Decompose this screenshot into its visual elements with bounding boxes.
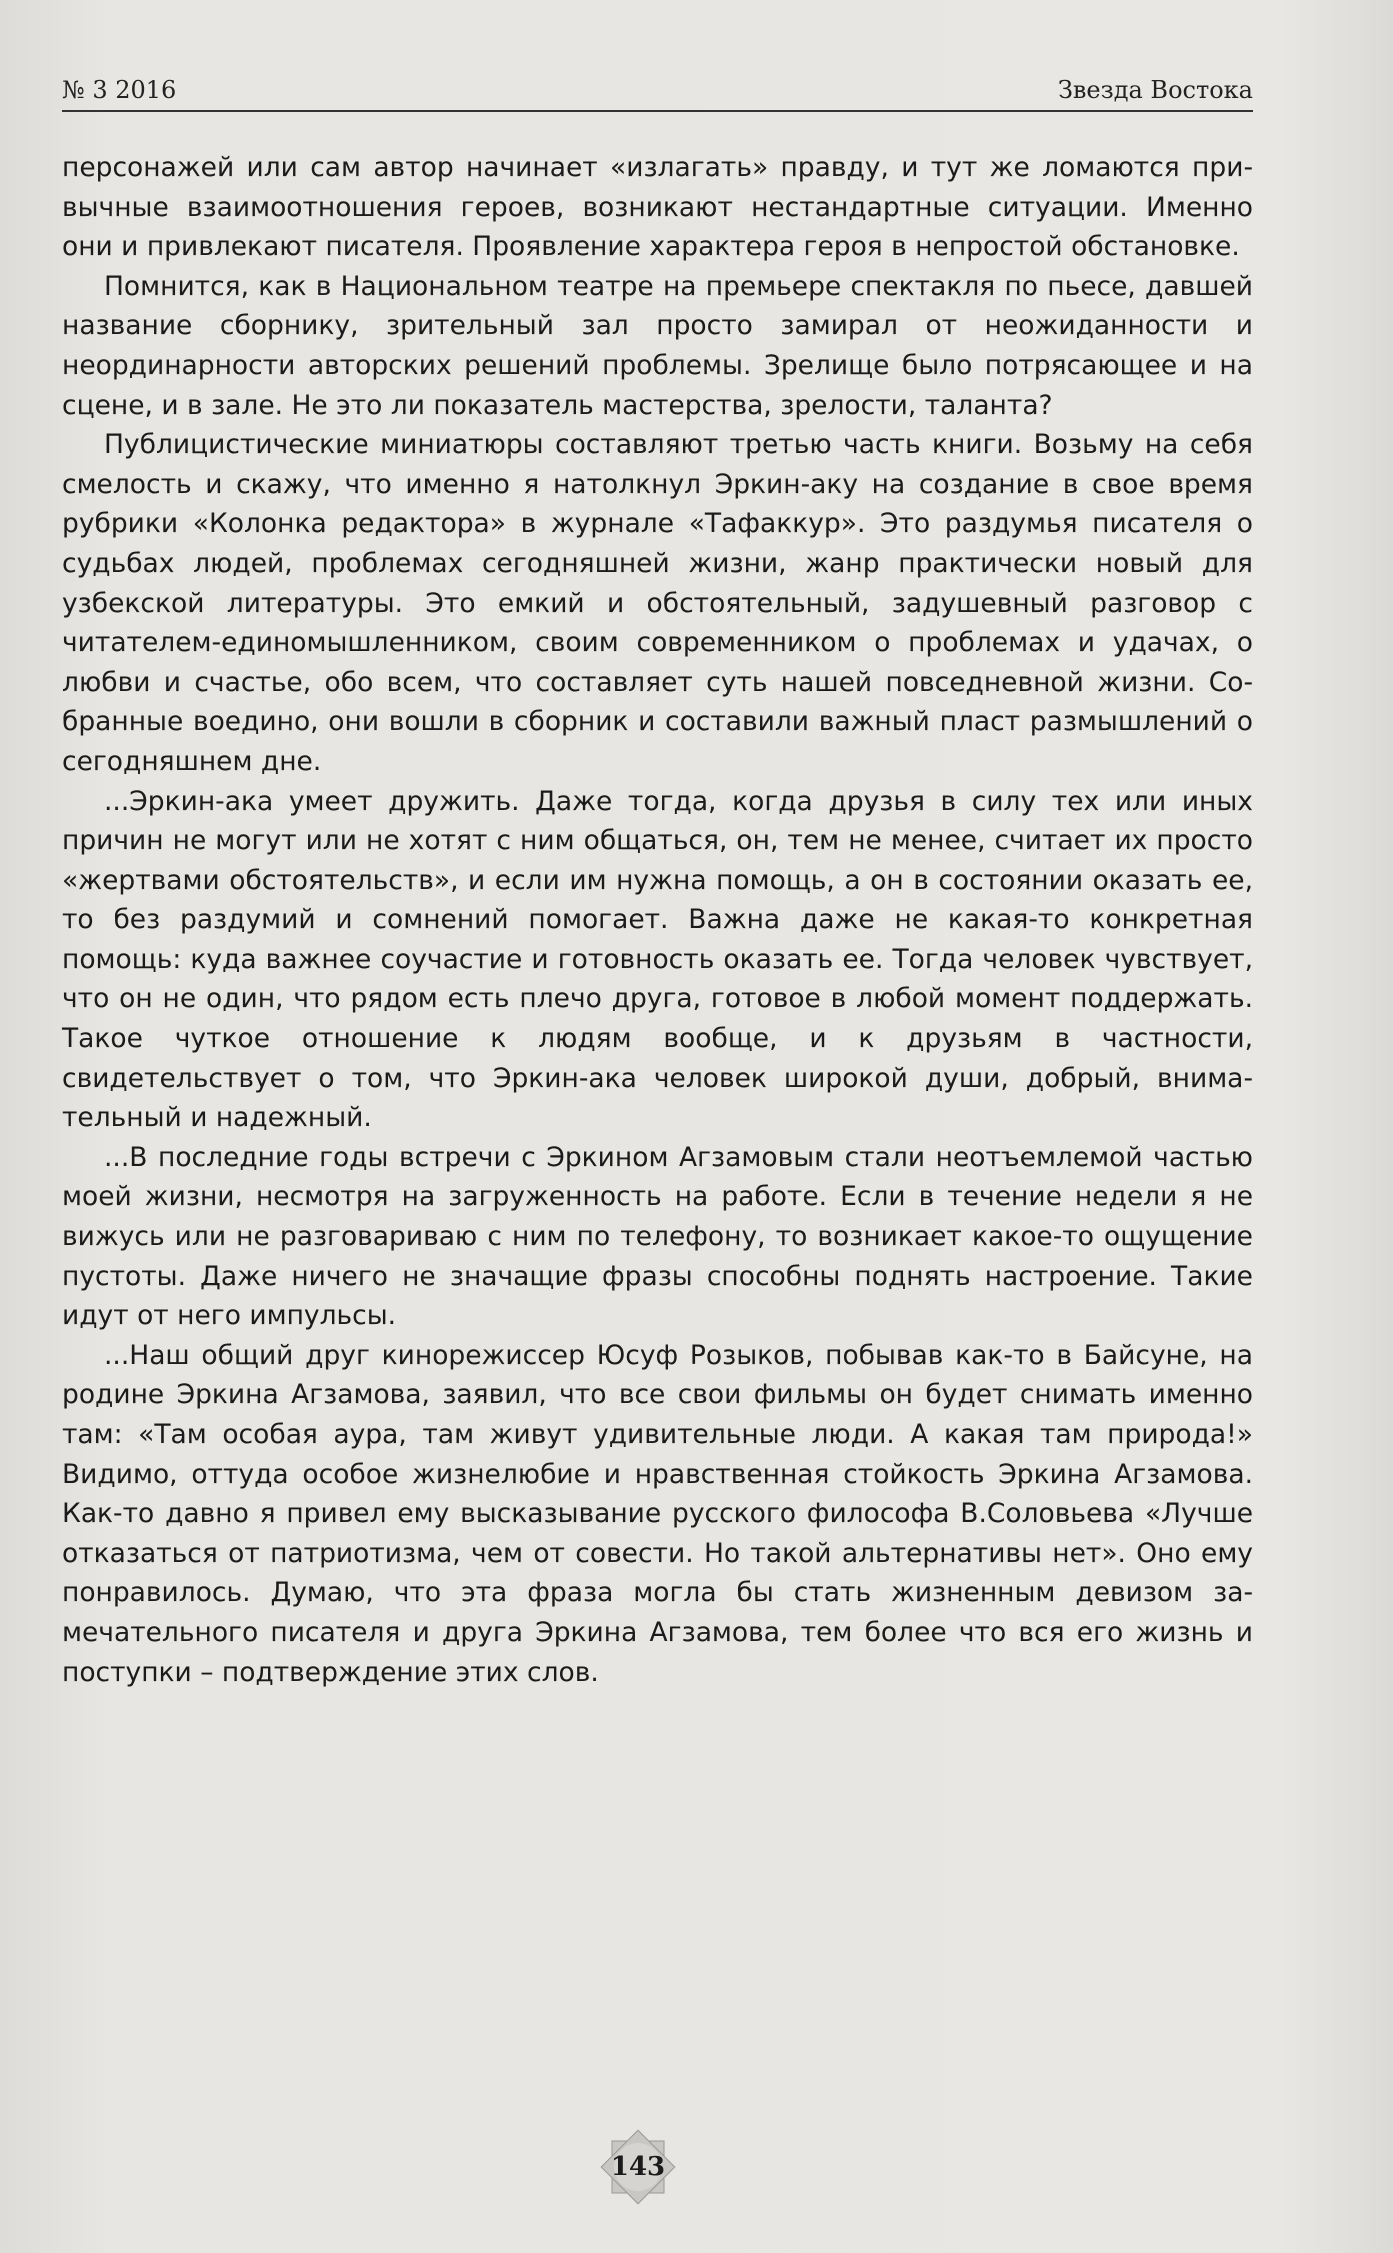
paragraph: ...Эркин-ака умеет дружить. Даже тогда, когда друзья в силу тех или иных причин не могут или не хотят с ним общаться, он, тем не менее, считает их просто «жертвами обстоятельств», и если им нужна помощь, а он в состоянии оказать ее, то без раздумий и сомнений помогает. Важна даже не какая-то конкретная помощь: куда важнее соучастие и готовность оказать ее. Тогда человек чувствует, что он не один, что рядом есть плечо друга, готовое в любой момент поддержать. Такое чуткое отношение к людям вообще, и к друзьям в частности, свидетельствует о том, что Эркин-ака человек широкой души, добрый, внимательный и надежный. [62, 785, 1253, 1134]
journal-title: Звезда Востока [1057, 76, 1253, 104]
running-header [62, 72, 1253, 112]
paragraph: Помнится, как в Национальном театре на премьере спектакля по пьесе, давшей название сборнику, зрительный зал просто замирал от неожиданности и неординарности авторских решений проблемы. Зрелище было потрясающее и на сцене, и в зале. Не это ли показатель мастерства, зрелости, таланта? [62, 270, 1253, 421]
page-number-badge [597, 2126, 679, 2208]
page-number: 143 [610, 2152, 666, 2182]
paragraph: ...Наш общий друг кинорежиссер Юсуф Розыков, побывав как-то в Байсуне, на родине Эркина Агзамова, заявил, что все свои фильмы он будет снимать именно там: «Там особая аура, там живут удивительные люди. А какая там природа!» Видимо, оттуда особое жизнелюбие и нравственная стойкость Эркина Агзамова. Как-то давно я привел ему высказывание русского философа В.Соловьева «Лучше отказаться от патриотизма, чем от совести. Но такой альтернативы нет». Оно ему понравилось. Думаю, что эта фраза могла бы стать жизненным девизом замечательного писателя и друга Эркина Агзамова, тем более что вся его жизнь и поступки – подтверждение этих слов. [62, 1339, 1253, 1688]
article-body [62, 148, 1253, 1692]
paragraph: Публицистические миниатюры составляют третью часть книги. Возьму на себя смелость и скажу, что именно я натолкнул Эркин-аку на создание в свое время рубрики «Колонка редактора» в журнале «Тафаккур». Это раздумья писателя о судьбах людей, проблемах сегодняшней жизни, жанр практически новый для узбекской литературы. Это емкий и обстоятельный, задушевный разговор с читателем-единомышленником, своим современником о проблемах и удачах, о любви и счастье, обо всем, что составляет суть нашей повседневной жизни. Собранные воедино, они вошли в сборник и составили важный пласт размышлений о сегодняшнем дне. [62, 429, 1253, 777]
paragraph: персонажей или сам автор начинает «излагать» правду, и тут же ломаются привычные взаимоотношения героев, возникают нестандартные ситуации. Именно они и привлекают писателя. Проявление характера героя в непростой обстановке. [62, 152, 1253, 263]
issue-number: № 3 2016 [62, 76, 177, 104]
paragraph: ...В последние годы встречи с Эркином Агзамовым стали неотъемлемой частью моей жизни, несмотря на загруженность на работе. Если в течение недели я не вижусь или не разговариваю с ним по телефону, то возникает какое-то ощущение пустоты. Даже ничего не значащие фразы способны поднять настроение. Такие идут от него импульсы. [62, 1141, 1253, 1332]
